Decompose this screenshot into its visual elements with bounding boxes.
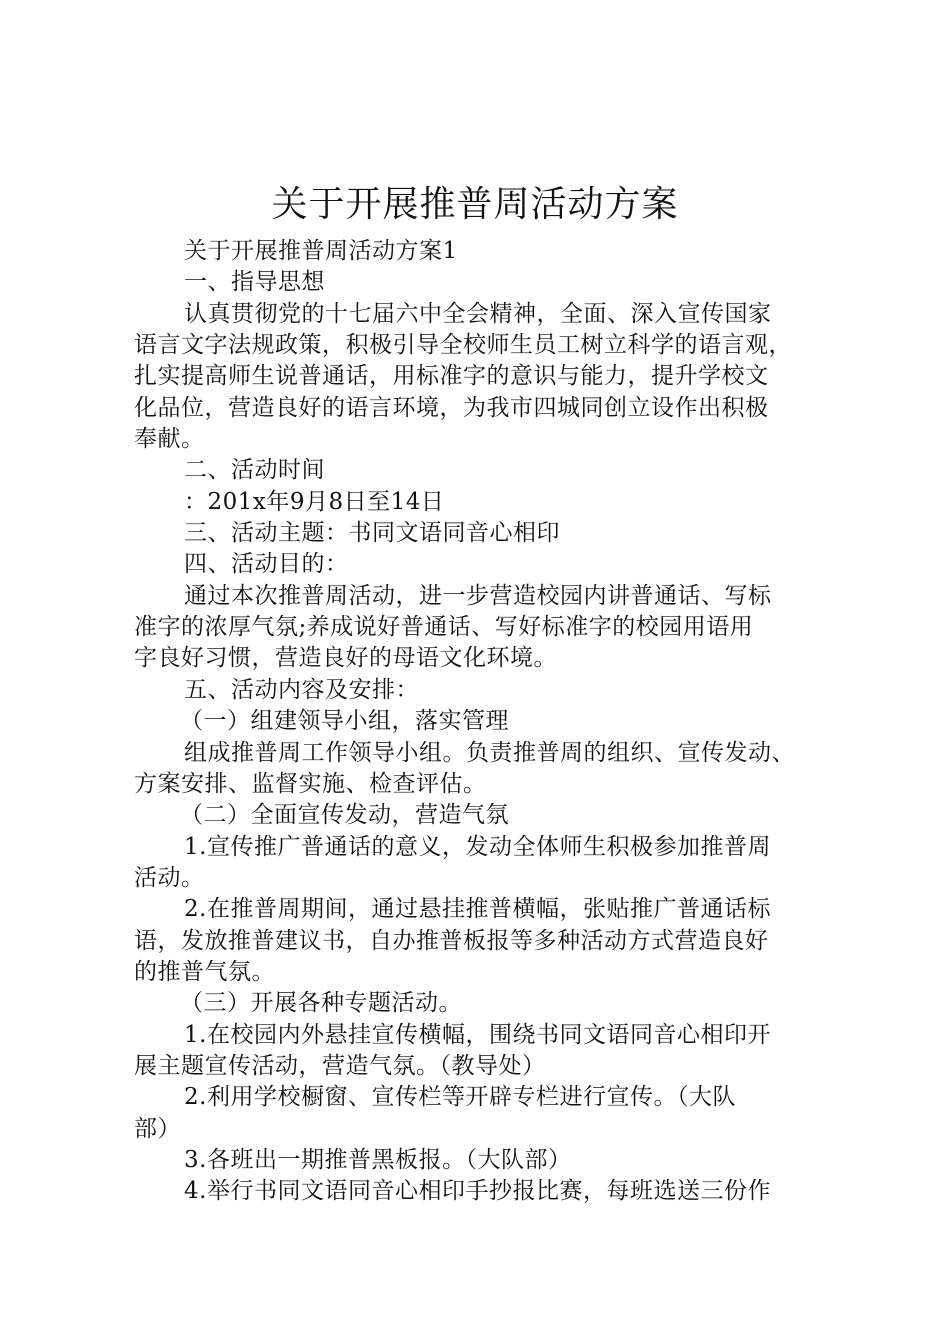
paragraph-line: 语言文字法规政策，积极引导全校师生员工树立科学的语言观，	[134, 332, 792, 359]
paragraph-line: （一）组建领导小组，落实管理	[180, 708, 509, 735]
paragraph-line: 认真贯彻党的十七届六中全会精神，全面、深入宣传国家	[184, 300, 772, 327]
paragraph-line: 字良好习惯，营造良好的母语文化环境。	[134, 645, 557, 672]
paragraph-line: 展主题宣传活动，营造气氛。（教导处）	[134, 1052, 546, 1079]
paragraph-line: 方案安排、监督实施、检查评估。	[134, 770, 487, 797]
paragraph-line: 3.各班出一期推普黑板报。（大队部）	[184, 1146, 572, 1173]
paragraph-line: 奉献。	[134, 426, 205, 453]
paragraph-line: 五、活动内容及安排：	[184, 676, 419, 703]
paragraph-line: ：201x年9月8日至14日	[184, 488, 445, 515]
paragraph-line: 2.在推普周期间，通过悬挂推普横幅，张贴推广普通话标	[184, 896, 771, 923]
paragraph-line: 准字的浓厚气氛;养成说好普通话、写好标准字的校园用语用	[134, 614, 754, 641]
paragraph-line: 通过本次推普周活动，进一步营造校园内讲普通话、写标	[184, 582, 772, 609]
paragraph-line: 一、指导思想	[184, 269, 325, 296]
paragraph-line: 四、活动目的：	[184, 551, 349, 578]
paragraph-line: 1.宣传推广普通话的意义，发动全体师生积极参加推普周	[184, 833, 771, 860]
document-title: 关于开展推普周活动方案	[271, 184, 679, 225]
document-body	[134, 236, 834, 1208]
paragraph-line: 1.在校园内外悬挂宣传横幅，围绕书同文语同音心相印开	[184, 1021, 771, 1048]
paragraph-line: 扎实提高师生说普通话，用标准字的意识与能力，提升学校文	[134, 363, 769, 390]
paragraph-line: 组成推普周工作领导小组。负责推普周的组织、宣传发动、	[184, 739, 795, 766]
paragraph-line: 4.举行书同文语同音心相印手抄报比赛，每班选送三份作	[184, 1178, 771, 1205]
paragraph-line: 二、活动时间	[184, 457, 325, 484]
paragraph-line: 的推普气氛。	[134, 958, 275, 985]
paragraph-line: （二）全面宣传发动，营造气氛	[180, 802, 509, 829]
paragraph-line: 2.利用学校橱窗、宣传栏等开辟专栏进行宣传。（大队	[184, 1084, 736, 1111]
paragraph-line: 关于开展推普周活动方案1	[184, 238, 458, 264]
paragraph-line: （三）开展各种专题活动。	[180, 990, 462, 1017]
paragraph-line: 部）	[134, 1115, 181, 1142]
paragraph-line: 化品位，营造良好的语言环境，为我市四城同创立设作出积极	[134, 394, 769, 421]
paragraph-line: 语，发放推普建议书，自办推普板报等多种活动方式营造良好	[134, 927, 769, 954]
paragraph-line: 活动。	[134, 864, 205, 891]
paragraph-line: 三、活动主题：书同文语同音心相印	[184, 520, 560, 547]
